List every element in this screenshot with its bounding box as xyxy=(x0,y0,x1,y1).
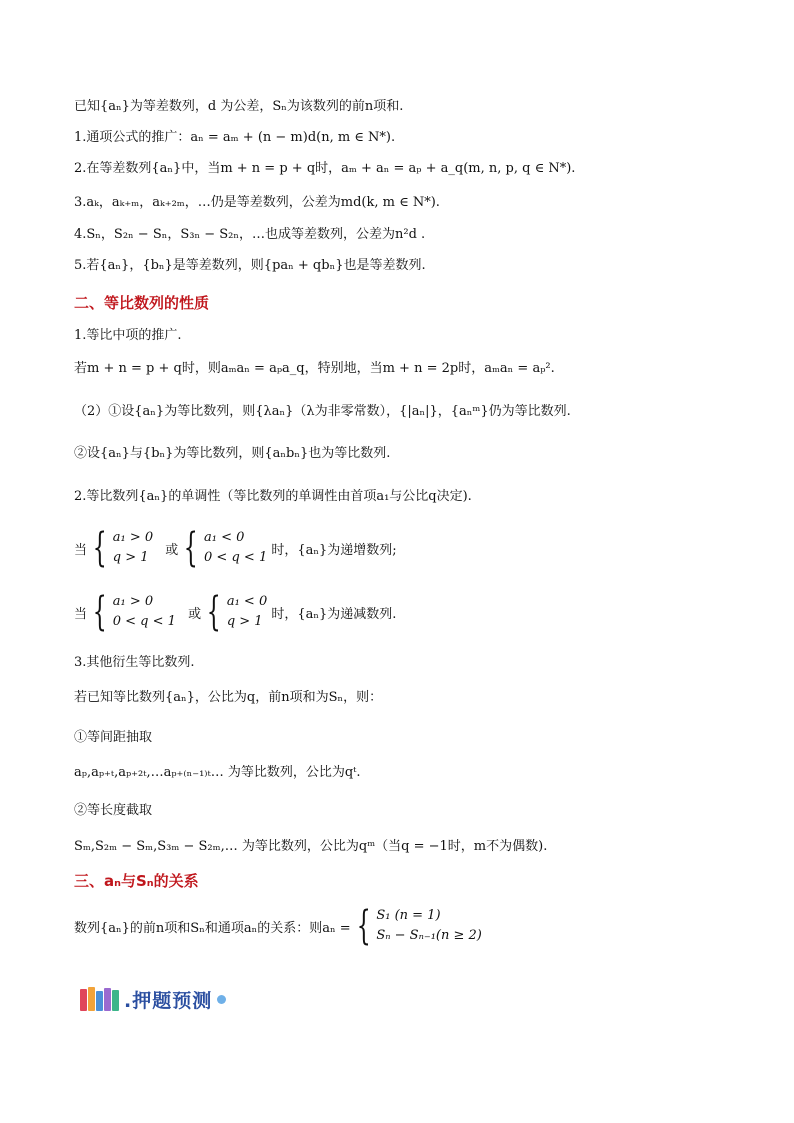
sec1-point-5: 5.若{aₙ}，{bₙ}是等差数列，则{paₙ + qbₙ}也是等差数列. xyxy=(74,258,426,273)
inc-case1 xyxy=(113,528,153,568)
dec-case2-line1: a₁ < 0 xyxy=(226,594,268,609)
sec1-point-4: 4.Sₙ，S₂ₙ − Sₙ，S₃ₙ − S₂ₙ，…也成等差数列，公差为n²d . xyxy=(74,227,426,242)
inc-case2-line2: 0 < q < 1 xyxy=(204,550,268,565)
an-sn-relation xyxy=(74,903,482,949)
sec1-intro: 已知{aₙ}为等差数列，d 为公差，Sₙ为该数列的前n项和. xyxy=(74,99,404,114)
sec2-point-1a: 若m + n = p + q时，则aₘaₙ = aₚa_q，特别地，当m + n = 2p时，aₘaₙ = aₚ². xyxy=(74,361,555,376)
dec-suffix: 时，{aₙ}为递减数列. xyxy=(271,606,397,622)
sec3-cases xyxy=(376,906,482,946)
sec3-prefix: 数列{aₙ}的前n项和Sₙ和通项aₙ的关系：则aₙ = xyxy=(74,920,351,936)
sec2-heading: 二、等比数列的性质 xyxy=(74,294,210,312)
inc-case2-line1: a₁ < 0 xyxy=(204,530,245,545)
sec2-point-1c: ②设{aₙ}与{bₙ}为等比数列，则{aₙbₙ}也为等比数列. xyxy=(74,446,391,461)
increasing-condition xyxy=(74,525,397,571)
sec2-point-1: 1.等比中项的推广. xyxy=(74,328,182,343)
sec2-point-3d: ②等长度截取 xyxy=(74,803,153,818)
sec3-case2: Sₙ − Sₙ₋₁(n ≥ 2) xyxy=(376,928,482,943)
inc-suffix: 时，{aₙ}为递增数列; xyxy=(271,542,397,558)
sec3-case1: S₁ (n = 1) xyxy=(376,908,441,923)
sec2-point-3b: ①等间距抽取 xyxy=(74,730,153,745)
dec-prefix: 当 xyxy=(74,606,88,622)
sec2-point-3e: Sₘ,S₂ₘ − Sₘ,S₃ₘ − S₂ₘ,… 为等比数列，公比为qᵐ（当q = −1时，m不为偶数). xyxy=(74,839,548,854)
sec2-point-3: 3.其他衍生等比数列. xyxy=(74,655,195,670)
sec3-heading: 三、aₙ与Sₙ的关系 xyxy=(74,872,199,890)
dot-icon xyxy=(217,995,226,1004)
sec1-point-2: 2.在等差数列{aₙ}中，当m + n = p + q时，aₘ + aₙ = aₚ + a_q(m, n, p, q ∈ N*). xyxy=(74,161,576,176)
dec-or: 或 xyxy=(188,606,202,622)
brace-icon: { xyxy=(92,525,107,571)
banner-title: .押题预测 xyxy=(124,989,213,1012)
inc-or: 或 xyxy=(165,542,179,558)
dec-case1-line1: a₁ > 0 xyxy=(112,594,154,609)
brace-icon: { xyxy=(206,589,221,635)
brace-icon: { xyxy=(92,589,107,635)
sec2-point-3c: aₚ,aₚ₊ₜ,aₚ₊₂ₜ,…aₚ₊₍ₙ₋₁₎ₜ… 为等比数列，公比为qᵗ. xyxy=(74,765,361,780)
books-icon xyxy=(80,987,120,1011)
sec2-point-1b: （2）①设{aₙ}为等比数列，则{λaₙ}（λ为非零常数），{|aₙ|}，{aₙᵐ}仍为等比数列. xyxy=(74,404,571,419)
sec1-point-3: 3.aₖ，aₖ₊ₘ，aₖ₊₂ₘ，…仍是等差数列，公差为md(k, m ∈ N*). xyxy=(74,195,440,210)
dec-case2-line2: q > 1 xyxy=(226,614,263,629)
dec-case1-line2: 0 < q < 1 xyxy=(112,614,176,629)
inc-case2 xyxy=(204,528,267,568)
inc-prefix: 当 xyxy=(74,542,88,558)
inc-case1-line2: q > 1 xyxy=(112,550,149,565)
sec2-point-2: 2.等比数列{aₙ}的单调性（等比数列的单调性由首项a₁与公比q决定). xyxy=(74,489,472,504)
sec2-point-3a: 若已知等比数列{aₙ}，公比为q，前n项和为Sₙ，则： xyxy=(74,690,383,705)
sec1-point-1: 1.通项公式的推广：aₙ = aₘ + (n − m)d(n, m ∈ N*). xyxy=(74,130,396,145)
brace-icon: { xyxy=(356,903,371,949)
inc-case1-line1: a₁ > 0 xyxy=(112,530,154,545)
dec-case1 xyxy=(113,592,176,632)
brace-icon: { xyxy=(184,525,199,571)
dec-case2 xyxy=(227,592,267,632)
prediction-banner xyxy=(80,986,226,1012)
decreasing-condition xyxy=(74,589,397,635)
